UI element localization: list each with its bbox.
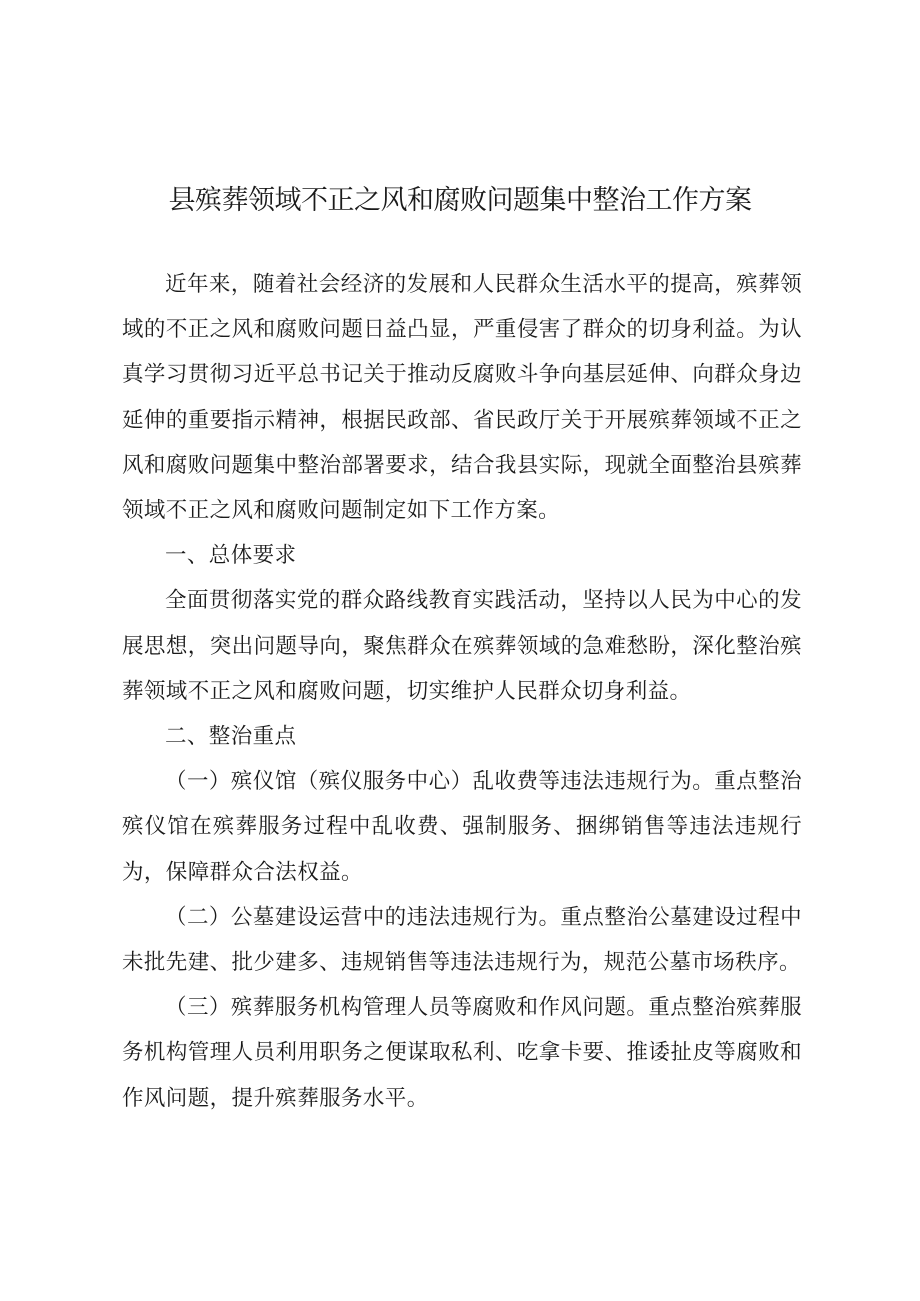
rectification-item-2: （二）公墓建设运营中的违法违规行为。重点整治公墓建设过程中未批先建、批少建多、违规销售等违法违规行为，规范公墓市场秩序。: [122, 904, 802, 976]
document-body: [122, 262, 802, 1121]
section-heading-general-requirements: 一、总体要求: [165, 543, 297, 569]
section-paragraph-general-requirements: 全面贯彻落实党的群众路线教育实践活动，坚持以人民为中心的发展思想，突出问题导向，聚焦群众在殡葬领域的急难愁盼，深化整治殡葬领域不正之风和腐败问题，切实维护人民群众切身利益。: [122, 588, 802, 704]
document-title: 县殡葬领域不正之风和腐败问题集中整治工作方案: [168, 185, 752, 216]
rectification-item-3: （三）殡葬服务机构管理人员等腐败和作风问题。重点整治殡葬服务机构管理人员利用职务之便谋取私利、吃拿卡要、推诿扯皮等腐败和作风问题，提升殡葬服务水平。: [122, 995, 802, 1111]
rectification-item-1: （一）殡仪馆（殡仪服务中心）乱收费等违法违规行为。重点整治殡仪馆在殡葬服务过程中乱收费、强制服务、捆绑销售等违法违规行为，保障群众合法权益。: [122, 769, 802, 885]
section-heading-key-rectification: 二、整治重点: [165, 724, 297, 750]
intro-paragraph: 近年来，随着社会经济的发展和人民群众生活水平的提高，殡葬领域的不正之风和腐败问题日益凸显，严重侵害了群众的切身利益。为认真学习贯彻习近平总书记关于推动反腐败斗争向基层延伸、向群众身边延伸的重要指示精神，根据民政部、省民政厅关于开展殡葬领域不正之风和腐败问题集中整治部署要求，结合我县实际，现就全面整治县殡葬领域不正之风和腐败问题制定如下工作方案。: [122, 272, 802, 524]
